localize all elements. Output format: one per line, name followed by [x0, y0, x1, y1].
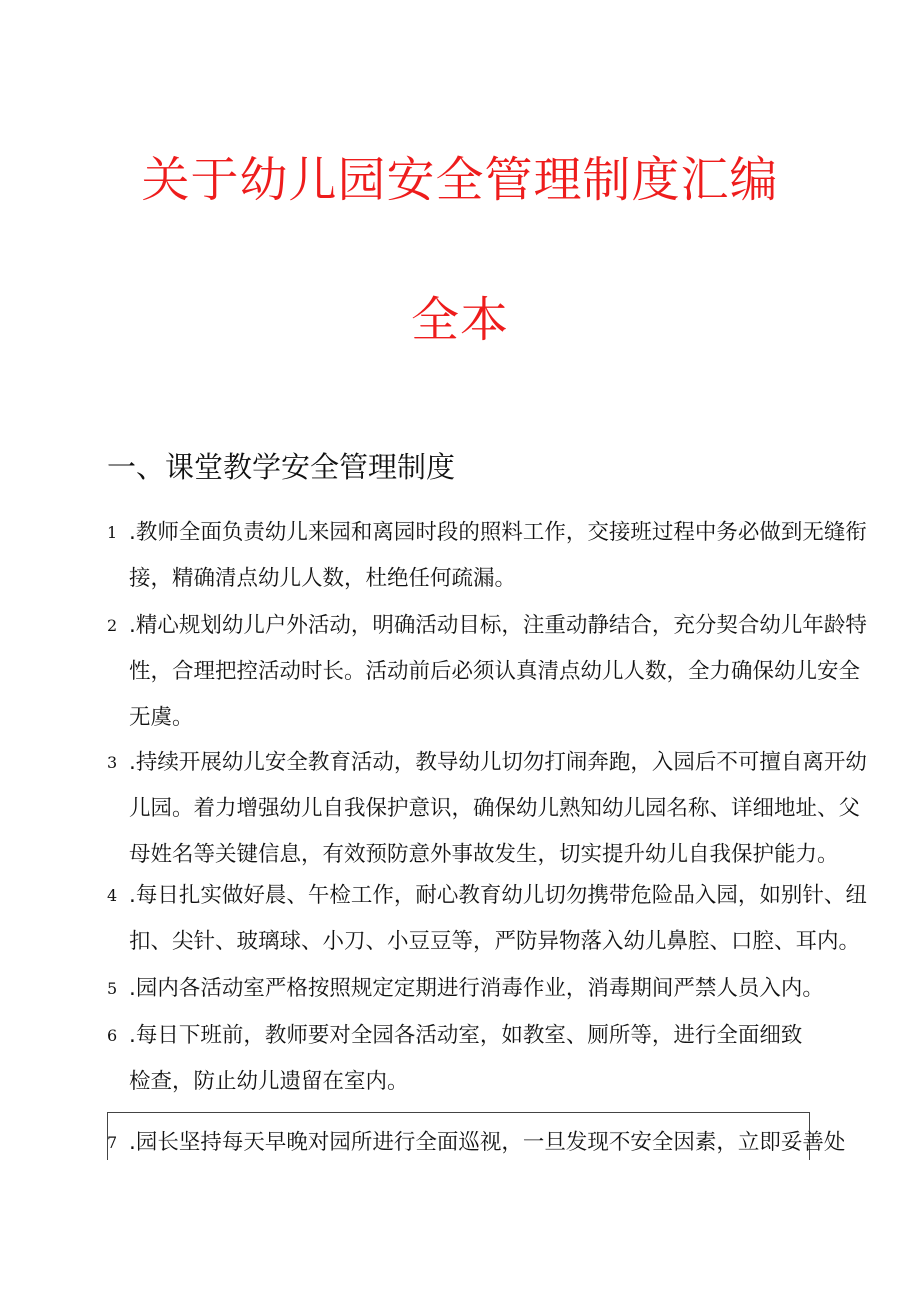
item-text-line: .园内各活动室严格按照规定定期进行消毒作业，消毒期间严禁人员入内。 — [129, 976, 824, 1001]
item-text-line: .每日扎实做好晨、午检工作，耐心教育幼儿切勿携带危险品入园，如别针、纽 — [129, 883, 867, 908]
item-text-line: 扣、尖针、玻璃球、小刀、小豆豆等，严防异物落入幼儿鼻腔、口腔、耳内。 — [129, 929, 861, 954]
document-title-line-1: 关于幼儿园安全管理制度汇编 — [141, 152, 779, 208]
item-number: 5 — [107, 979, 118, 998]
item-text-line: 儿园。着力增强幼儿自我保护意识，确保幼儿熟知幼儿园名称、详细地址、父 — [129, 796, 861, 821]
document-title-line-2: 全本 — [410, 292, 509, 348]
item-number: 3 — [107, 753, 118, 772]
item-text-line: .每日下班前，教师要对全园各活动室，如教室、厕所等，进行全面细致 — [129, 1023, 803, 1048]
item-number: 4 — [107, 886, 118, 905]
item-text-line: 接，精确清点幼儿人数，杜绝任何疏漏。 — [129, 566, 517, 591]
item-text-line: .持续开展幼儿安全教育活动，教导幼儿切勿打闹奔跑，入园后不可擅自离开幼 — [129, 750, 867, 775]
item-text-line: 无虞。 — [129, 705, 194, 730]
item-text-line: .园长坚持每天早晚对园所进行全面巡视，一旦发现不安全因素，立即妥善处 — [129, 1130, 846, 1155]
item-number: 1 — [107, 523, 118, 542]
item-number: 6 — [107, 1026, 118, 1045]
item-text-line: 检查，防止幼儿遗留在室内。 — [129, 1069, 409, 1094]
item-text-line: 性，合理把控活动时长。活动前后必须认真清点幼儿人数，全力确保幼儿安全 — [129, 659, 861, 684]
section-heading: 一、课堂教学安全管理制度 — [107, 450, 456, 484]
item-text-line: .教师全面负责幼儿来园和离园时段的照料工作，交接班过程中务必做到无缝衔 — [129, 520, 867, 545]
item-number: 7 — [107, 1133, 118, 1152]
item-text-line: 母姓名等关键信息，有效预防意外事故发生，切实提升幼儿自我保护能力。 — [129, 842, 839, 867]
list-item — [107, 1120, 846, 1158]
item-text-line: .精心规划幼儿户外活动，明确活动目标，注重动静结合，充分契合幼儿年龄特 — [129, 613, 867, 638]
item-number: 2 — [107, 616, 118, 635]
